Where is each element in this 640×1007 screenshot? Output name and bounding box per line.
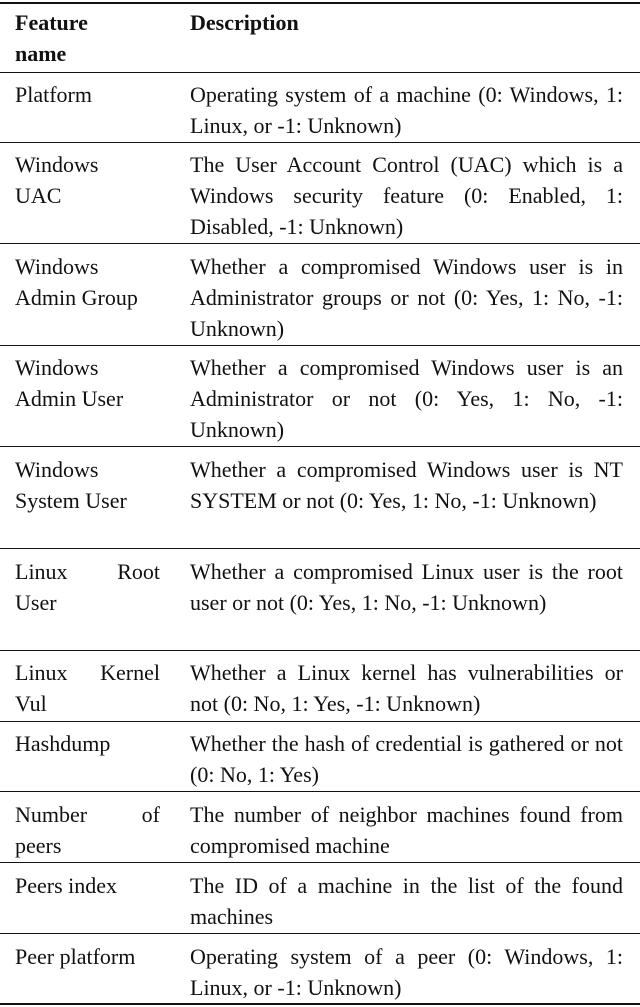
row-rule bbox=[0, 243, 640, 244]
description-cell: The ID of a machine in the list of the found machines bbox=[190, 873, 623, 929]
header-feature-name: Feature name bbox=[15, 10, 88, 66]
description-cell: Whether a compromised Windows user is in Administrator groups or not (0: Yes, 1: No, -1: Unknown) bbox=[190, 254, 623, 341]
description-cell: The number of neighbor machines found from compromised machine bbox=[190, 802, 623, 858]
description-cell: Whether a Linux kernel has vulnerabilities or not (0: No, 1: Yes, -1: Unknown) bbox=[190, 660, 623, 716]
description-cell: Operating system of a machine (0: Windows, 1: Linux, or -1: Unknown) bbox=[190, 82, 623, 138]
description-cell: Operating system of a peer (0: Windows, 1: Linux, or -1: Unknown) bbox=[190, 944, 623, 1000]
description-cell: Whether a compromised Windows user is NT SYSTEM or not (0: Yes, 1: No, -1: Unknown) bbox=[190, 457, 623, 513]
row-rule bbox=[0, 933, 640, 934]
header-rule bbox=[0, 72, 640, 73]
row-rule bbox=[0, 548, 640, 549]
row-rule bbox=[0, 142, 640, 143]
bottom-rule bbox=[0, 1003, 640, 1005]
feature-name-cell: Peer platform bbox=[15, 944, 136, 969]
row-rule bbox=[0, 721, 640, 722]
row-rule bbox=[0, 791, 640, 792]
description-cell: Whether a compromised Linux user is the root user or not (0: Yes, 1: No, -1: Unknown) bbox=[190, 559, 623, 615]
row-rule bbox=[0, 345, 640, 346]
feature-name-cell: Windows Admin Group bbox=[15, 254, 138, 310]
feature-name-cell: Number of peers bbox=[15, 802, 160, 858]
feature-name-cell: Hashdump bbox=[15, 731, 111, 756]
feature-name-cell: Windows System User bbox=[15, 457, 127, 513]
feature-name-cell: Linux Kernel Vul bbox=[15, 660, 160, 716]
row-rule bbox=[0, 446, 640, 447]
feature-name-cell: Windows Admin User bbox=[15, 355, 124, 411]
row-rule bbox=[0, 862, 640, 863]
top-rule bbox=[0, 2, 640, 4]
row-rule bbox=[0, 650, 640, 651]
description-cell: The User Account Control (UAC) which is a Windows security feature (0: Enabled, 1: Disabled, -1: Unknown) bbox=[190, 152, 623, 239]
feature-name-cell: Windows UAC bbox=[15, 152, 99, 208]
description-cell: Whether the hash of credential is gathered or not (0: No, 1: Yes) bbox=[190, 731, 623, 787]
feature-name-cell: Peers index bbox=[15, 873, 118, 898]
description-cell: Whether a compromised Windows user is an Administrator or not (0: Yes, 1: No, -1: Unknown) bbox=[190, 355, 623, 442]
header-description: Description bbox=[190, 10, 299, 35]
feature-name-cell: Linux Root User bbox=[15, 559, 160, 615]
feature-name-cell: Platform bbox=[15, 82, 92, 107]
